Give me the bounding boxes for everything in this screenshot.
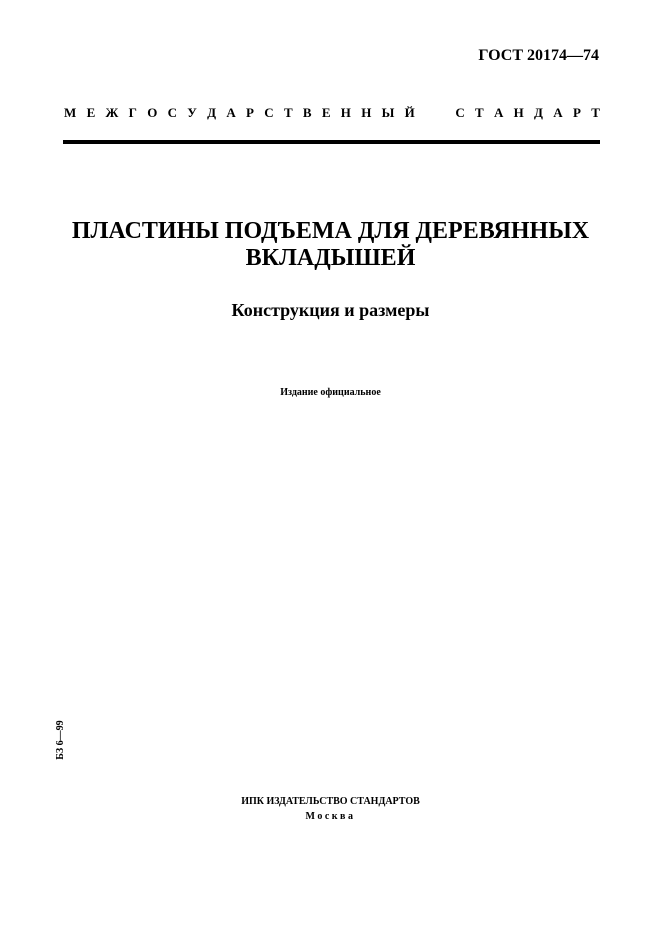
heading-letter: А [226, 105, 236, 120]
heading-letter: А [553, 105, 563, 120]
heading-letter: Д [207, 105, 217, 120]
heading-letter: Ж [105, 105, 119, 120]
title-line-1: ПЛАСТИНЫ ПОДЪЕМА ДЛЯ ДЕРЕВЯННЫХ [71, 218, 590, 244]
heading-letter: С [167, 105, 178, 120]
heading-letter: О [147, 105, 158, 120]
heading-letter: М [64, 105, 77, 120]
heading-letter: Д [534, 105, 543, 120]
heading-letter: Р [572, 105, 581, 120]
interstate-standard-heading [64, 104, 600, 122]
heading-letter: Т [283, 105, 293, 120]
heading-letter: Т [475, 105, 484, 120]
edition-note: Издание официальное [280, 387, 381, 398]
heading-letter: Т [591, 105, 600, 120]
heading-letter: Н [340, 105, 351, 120]
heading-letter: Е [321, 105, 331, 120]
publisher-city: Москва [305, 811, 356, 822]
heading-letter: Н [361, 105, 372, 120]
heading-letter: С [455, 105, 465, 120]
heading-letter: В [302, 105, 312, 120]
header-rule [63, 140, 600, 144]
heading-letter: Р [246, 105, 254, 120]
side-mark: БЗ 6—99 [55, 720, 66, 760]
document-title [40, 218, 621, 272]
heading-letter: Н [513, 105, 524, 120]
document-subtitle: Конструкция и размеры [231, 300, 430, 320]
heading-letter: Г [128, 105, 137, 120]
publisher-name: ИПК ИЗДАТЕЛЬСТВО СТАНДАРТОВ [241, 796, 420, 807]
heading-letter: Ы [381, 105, 395, 120]
heading-letter: А [493, 105, 504, 120]
title-line-2: ВКЛАДЫШЕЙ [245, 245, 416, 271]
heading-letter: У [187, 105, 197, 120]
heading-letter: С [264, 105, 274, 120]
gost-number: ГОСТ 20174—74 [478, 47, 599, 64]
heading-letter: Й [404, 105, 415, 120]
heading-letter: Е [86, 105, 96, 120]
